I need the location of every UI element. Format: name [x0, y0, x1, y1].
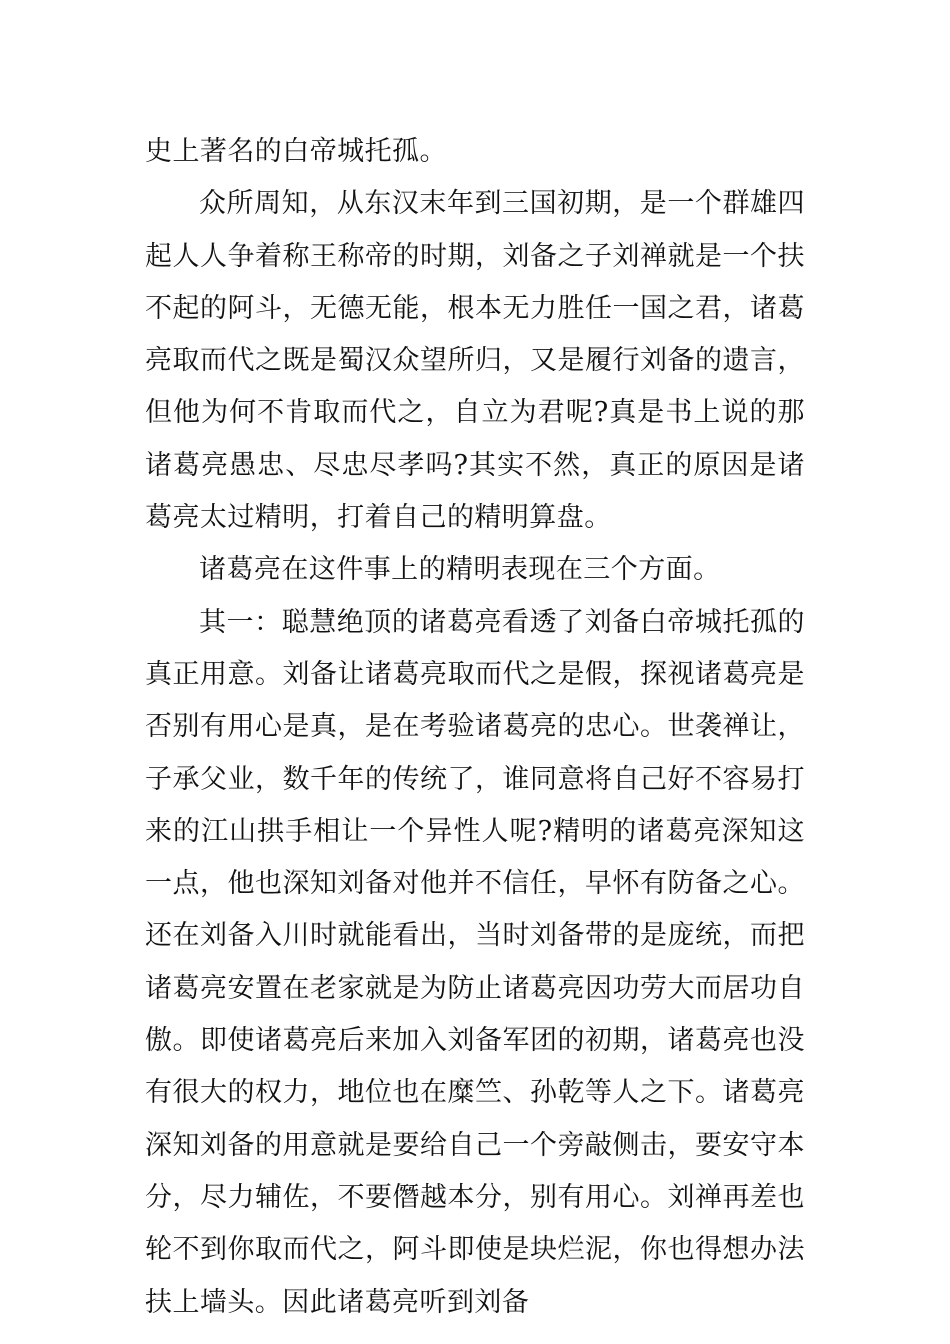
document-body: [145, 126, 805, 1329]
paragraph: 史上著名的白帝城托孤。: [145, 136, 447, 167]
paragraph: 诸葛亮在这件事上的精明表现在三个方面。: [199, 554, 721, 586]
paragraph: 众所周知，从东汉末年到三国初期，是一个群雄四起人人争着称王称帝的时期，刘备之子刘禅就是一个扶不起的阿斗，无德无能，根本无力胜任一国之君，诸葛亮取而代之既是蜀汉众望所归，又是履行刘备的遗言，但他为何不肯取而代之，自立为君呢?真是书上说的那诸葛亮愚忠、尽忠尽孝吗?其实不然，真正的原因是诸葛亮太过精明，打着自己的精明算盘。: [145, 188, 805, 534]
paragraph: 其一：聪慧绝顶的诸葛亮看透了刘备白帝城托孤的真正用意。刘备让诸葛亮取而代之是假，探视诸葛亮是否别有用心是真，是在考验诸葛亮的忠心。世袭禅让，子承父业，数千年的传统了，谁同意将自己好不容易打来的江山拱手相让一个异性人呢?精明的诸葛亮深知这一点，他也深知刘备对他并不信任，早怀有防备之心。还在刘备入川时就能看出，当时刘备带的是庞统，而把诸葛亮安置在老家就是为防止诸葛亮因功劳大而居功自傲。即使诸葛亮后来加入刘备军团的初期，诸葛亮也没有很大的权力，地位也在糜竺、孙乾等人之下。诸葛亮深知刘备的用意就是要给自己一个旁敲侧击，要安守本分，尽力辅佐，不要僭越本分，别有用心。刘禅再差也轮不到你取而代之，阿斗即使是块烂泥，你也得想办法扶上墙头。因此诸葛亮听到刘备: [145, 606, 805, 1318]
